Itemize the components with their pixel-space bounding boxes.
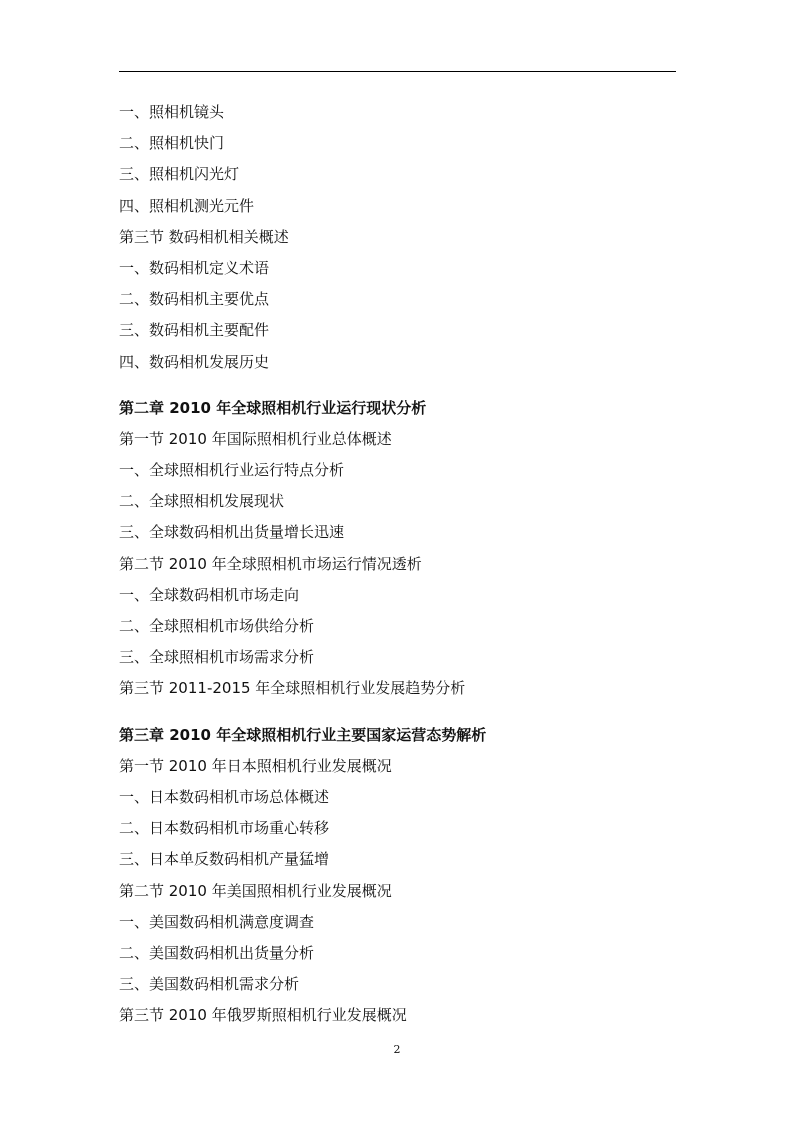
- toc-entry: 一、全球照相机行业运行特点分析: [119, 461, 345, 480]
- toc-section: 第一节 2010 年日本照相机行业发展概况: [119, 756, 392, 775]
- toc-entry: 二、美国数码相机出货量分析: [119, 943, 315, 962]
- toc-entry: 一、数码相机定义术语: [119, 258, 270, 277]
- toc-section: 第一节 2010 年国际照相机行业总体概述: [119, 429, 392, 448]
- toc-entry: 三、数码相机主要配件: [119, 321, 270, 340]
- toc-section: 第三节 2010 年俄罗斯照相机行业发展概况: [119, 1006, 407, 1025]
- toc-entry: 四、照相机测光元件: [119, 196, 255, 215]
- toc-section: 第二节 2010 年美国照相机行业发展概况: [119, 881, 392, 900]
- toc-entry: 一、日本数码相机市场总体概述: [119, 787, 330, 806]
- toc-entry: 三、日本单反数码相机产量猛增: [119, 850, 330, 869]
- header-rule: [119, 71, 676, 72]
- toc-entry: 二、日本数码相机市场重心转移: [119, 819, 330, 838]
- toc-entry: 二、数码相机主要优点: [119, 290, 270, 309]
- page-number: 2: [393, 1043, 401, 1056]
- toc-section: 第三节 数码相机相关概述: [119, 227, 289, 246]
- toc-chapter-heading: 第三章 2010 年全球照相机行业主要国家运营态势解析: [119, 725, 487, 744]
- toc-entry: 三、美国数码相机需求分析: [119, 975, 300, 994]
- toc-section: 第三节 2011-2015 年全球照相机行业发展趋势分析: [119, 679, 466, 698]
- toc-section: 第二节 2010 年全球照相机市场运行情况透析: [119, 554, 422, 573]
- toc-entry: 三、全球照相机市场需求分析: [119, 648, 315, 667]
- table-of-contents: [119, 97, 679, 1031]
- toc-entry: 二、全球照相机市场供给分析: [119, 617, 315, 635]
- toc-entry: 一、美国数码相机满意度调查: [119, 912, 315, 931]
- toc-entry: 一、照相机镜头: [119, 103, 225, 121]
- toc-entry: 二、照相机快门: [119, 134, 225, 153]
- toc-entry: 一、全球数码相机市场走向: [119, 585, 300, 604]
- toc-entry: 二、全球照相机发展现状: [119, 492, 285, 511]
- toc-entry: 三、全球数码相机出货量增长迅速: [119, 523, 345, 542]
- toc-entry: 四、数码相机发展历史: [119, 352, 270, 371]
- toc-entry: 三、照相机闪光灯: [119, 165, 240, 184]
- toc-chapter-heading: 第二章 2010 年全球照相机行业运行现状分析: [119, 398, 427, 417]
